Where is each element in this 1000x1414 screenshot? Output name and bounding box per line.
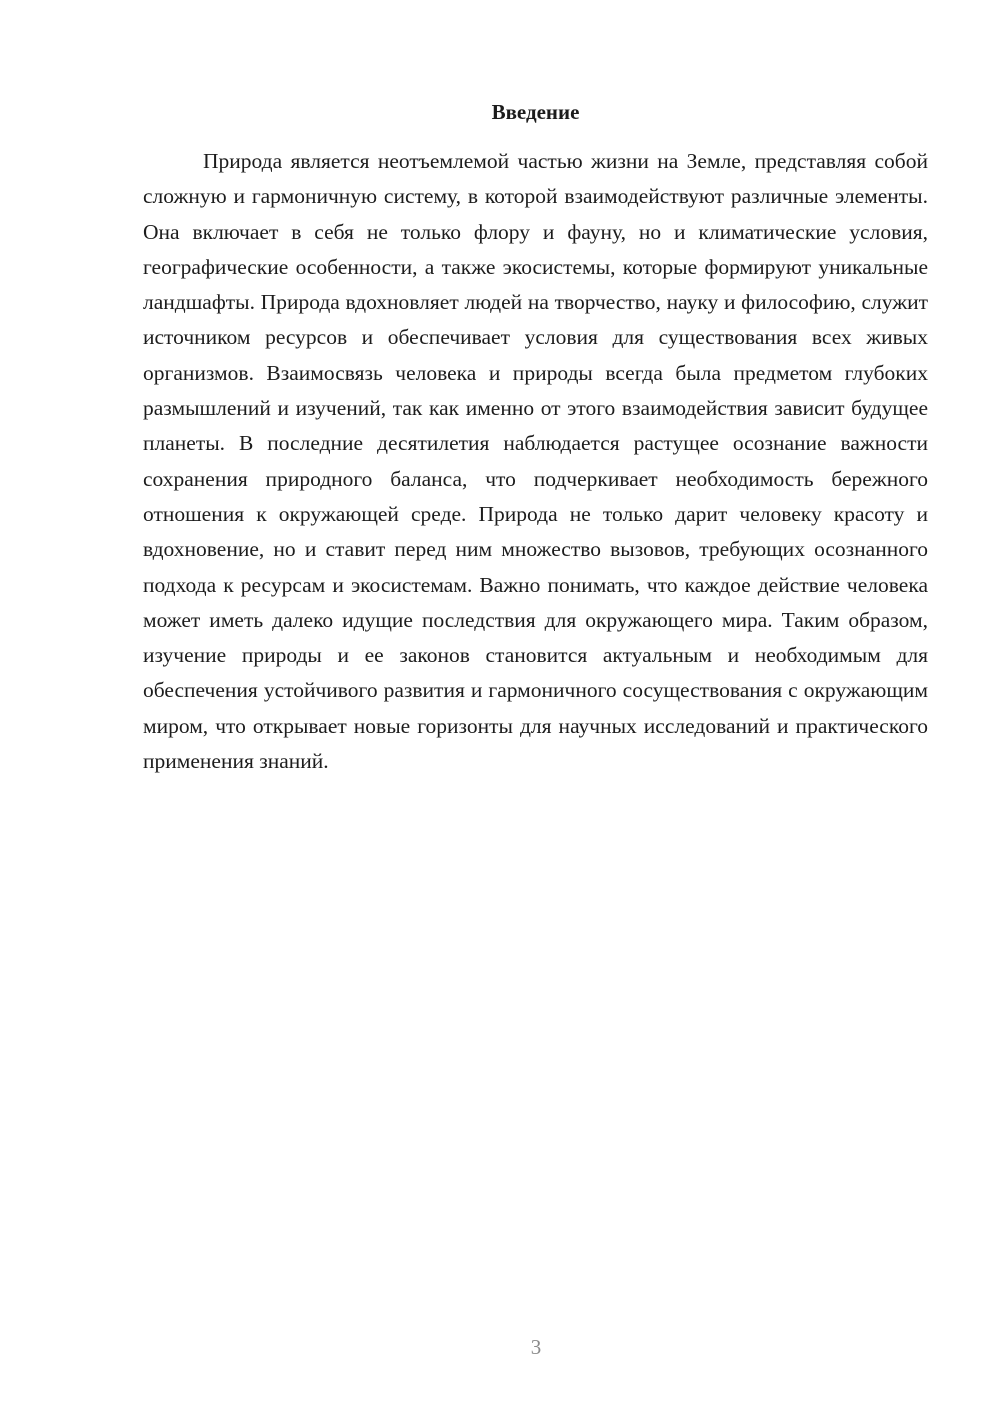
section-heading: Введение bbox=[491, 100, 580, 124]
body-paragraph: Природа является неотъемлемой частью жизни на Земле, представляя собой сложную и гармоничную систему, в которой взаимодействуют различные элементы. Она включает в себя не только флору и фауну, но и климатические условия, географические особенности, а также экосистемы, которые формируют уникальные ландшафты. Природа вдохновляет людей на творчество, науку и философию, служит источником ресурсов и обеспечивает условия для существования всех живых организмов. Взаимосвязь человека и природы всегда была предметом глубоких размышлений и изучений, так как именно от этого взаимодействия зависит будущее планеты. В последние десятилетия наблюдается растущее осознание важности сохранения природного баланса, что подчеркивает необходимость бережного отношения к окружающей среде. Природа не только дарит человеку красоту и вдохновение, но и ставит перед ним множество вызовов, требующих осознанного подхода к ресурсам и экосистемам. Важно понимать, что каждое действие человека может иметь далеко идущие последствия для окружающего мира. Таким образом, изучение природы и ее законов становится актуальным и необходимым для обеспечения устойчивого развития и гармоничного сосуществования с окружающим миром, что открывает новые горизонты для научных исследований и практического применения знаний. bbox=[143, 149, 928, 774]
page-number: 3 bbox=[530, 1335, 542, 1359]
